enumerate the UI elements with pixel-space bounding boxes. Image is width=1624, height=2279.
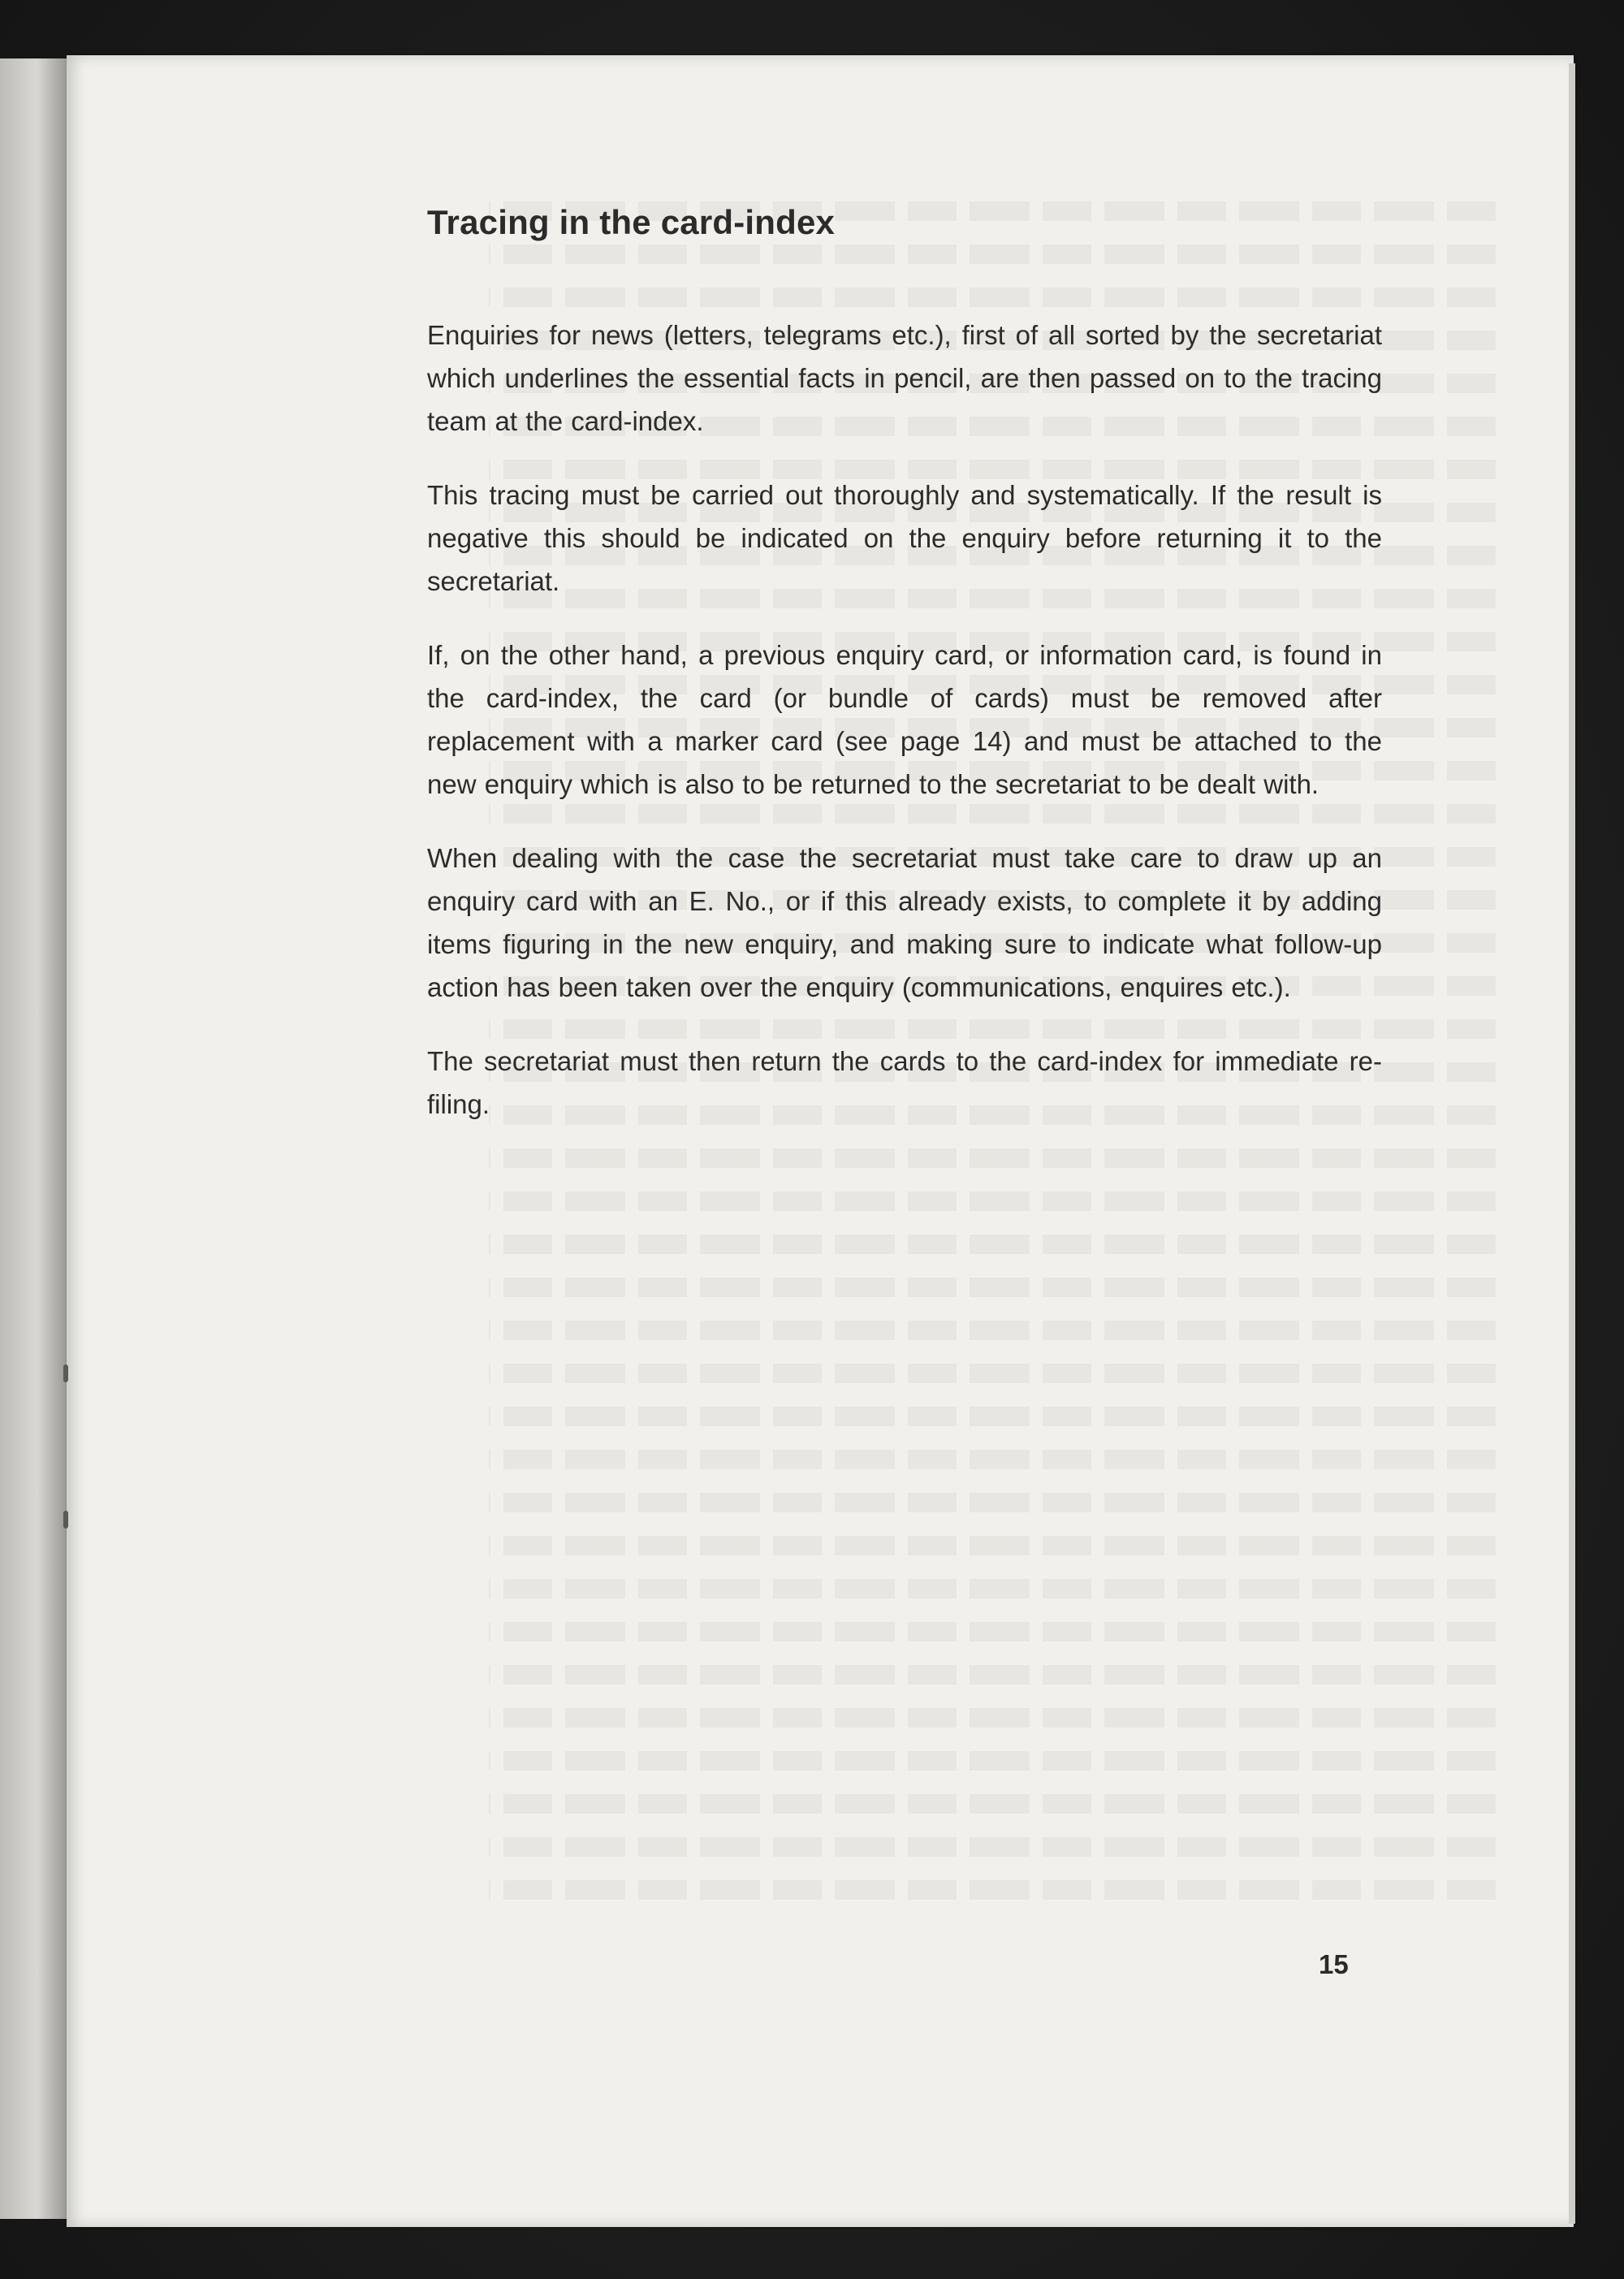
- section-title: Tracing in the card-index: [427, 203, 836, 241]
- page-content: [427, 203, 1382, 1157]
- paragraph: Enquiries for news (letters, telegrams etc.), first of all sorted by the secretariat which underlines the essential facts in pencil, are then passed on to the tracing team at the card-index.: [427, 320, 1382, 436]
- binding-staple-mark: [63, 1364, 68, 1382]
- page-number: 15: [1319, 1949, 1349, 1979]
- paragraph: If, on the other hand, a previous enquiry card, or information card, is found in the card-index, the card (or bundle of cards) must be removed after replacement with a marker card (see page 14) and must be attached to the new enquiry which is also to be returned to the secretariat to be dealt with.: [427, 640, 1382, 799]
- page-right-edge: [1569, 63, 1575, 2224]
- paragraph: The secretariat must then return the cards to the card-index for immediate re-filing.: [427, 1046, 1382, 1119]
- paragraph: When dealing with the case the secretariat must take care to draw up an enquiry card with an E. No., or if this already exists, to complete it by adding items figuring in the new enquiry, and making sure to indicate what follow-up action has been taken over the enquiry (communications, enquires etc.).: [427, 843, 1382, 1002]
- paragraph: This tracing must be carried out thoroughly and systematically. If the result is negative this should be indicated on the enquiry before returning it to the secretariat.: [427, 480, 1382, 596]
- facing-page-edge: [0, 58, 67, 2219]
- binding-staple-mark: [63, 1511, 68, 1529]
